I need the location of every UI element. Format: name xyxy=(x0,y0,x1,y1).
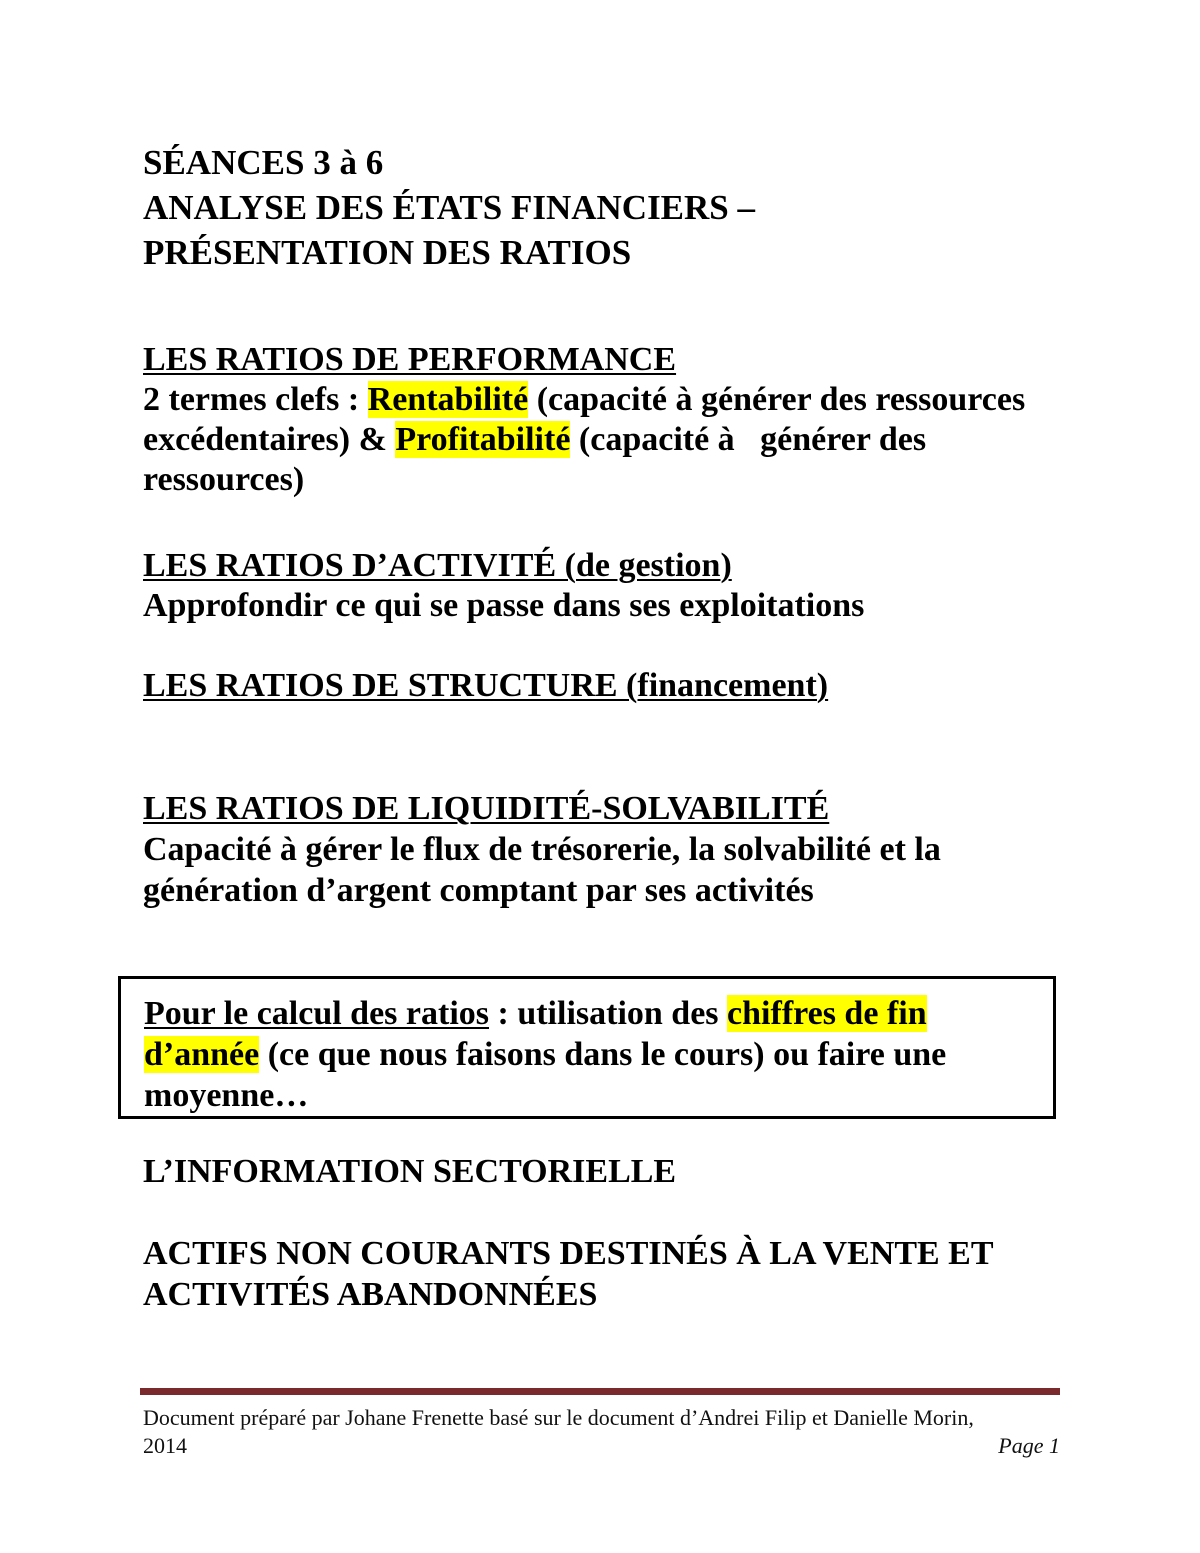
box-line-3: moyenne… xyxy=(144,1077,309,1114)
section-activite xyxy=(143,546,864,626)
sectorielle-heading: L’INFORMATION SECTORIELLE xyxy=(143,1153,677,1190)
section-sectorielle xyxy=(143,1152,676,1192)
performance-l1-pre: 2 termes clefs : xyxy=(143,381,368,418)
title-line-2: ANALYSE DES ÉTATS FINANCIERS – xyxy=(143,188,756,227)
actifs-line-1: ACTIFS NON COURANTS DESTINÉS À LA VENTE ET xyxy=(143,1235,994,1272)
performance-line-2 xyxy=(143,420,1025,460)
performance-heading: LES RATIOS DE PERFORMANCE xyxy=(143,341,677,378)
section-performance xyxy=(143,340,1025,500)
footer-divider xyxy=(140,1388,1060,1395)
footer-line-2: 2014 xyxy=(143,1433,187,1458)
actifs-line-2: ACTIVITÉS ABANDONNÉES xyxy=(143,1276,598,1313)
title-line-3: PRÉSENTATION DES RATIOS xyxy=(143,233,632,272)
performance-line-1 xyxy=(143,380,1025,420)
footer-line-2-row xyxy=(143,1432,1060,1460)
structure-heading: LES RATIOS DE STRUCTURE (financement) xyxy=(143,667,829,704)
page-number: Page 1 xyxy=(998,1433,1060,1458)
liquidite-line-2: génération d’argent comptant par ses activités xyxy=(143,872,814,909)
highlight-annee: d’année xyxy=(144,1036,260,1073)
highlight-chiffres-de-fin: chiffres de fin xyxy=(727,995,927,1032)
performance-l2-post: (capacité à générer des xyxy=(570,421,927,458)
box-underlined-text: Pour le calcul des ratios xyxy=(144,995,489,1032)
page-footer xyxy=(143,1404,1060,1460)
liquidite-line-1: Capacité à gérer le flux de trésorerie, la solvabilité et la xyxy=(143,831,941,868)
box-l1-mid: : utilisation des xyxy=(489,995,728,1032)
liquidite-heading: LES RATIOS DE LIQUIDITÉ-SOLVABILITÉ xyxy=(143,790,830,827)
performance-l2-pre: excédentaires) & xyxy=(143,421,396,458)
document-title xyxy=(143,140,755,275)
activite-heading: LES RATIOS D’ACTIVITÉ (de gestion) xyxy=(143,547,732,584)
performance-l1-post: (capacité à générer des ressources xyxy=(528,381,1026,418)
section-liquidite xyxy=(143,788,941,911)
highlight-profitabilite: Profitabilité xyxy=(395,421,571,458)
title-line-1: SÉANCES 3 à 6 xyxy=(143,143,384,182)
activite-text: Approfondir ce qui se passe dans ses exploitations xyxy=(143,587,865,624)
box-line-1 xyxy=(144,993,1053,1034)
box-l2-post: (ce que nous faisons dans le cours) ou faire une xyxy=(259,1036,947,1073)
performance-line-3: ressources) xyxy=(143,461,305,498)
footer-line-1: Document préparé par Johane Frenette basé sur le document d’Andrei Filip et Danielle Morin, xyxy=(143,1405,974,1430)
highlight-rentabilite: Rentabilité xyxy=(367,381,529,418)
ratio-calculation-box xyxy=(118,976,1056,1119)
section-structure xyxy=(143,666,828,706)
box-line-2 xyxy=(144,1034,1053,1075)
section-actifs xyxy=(143,1233,994,1315)
